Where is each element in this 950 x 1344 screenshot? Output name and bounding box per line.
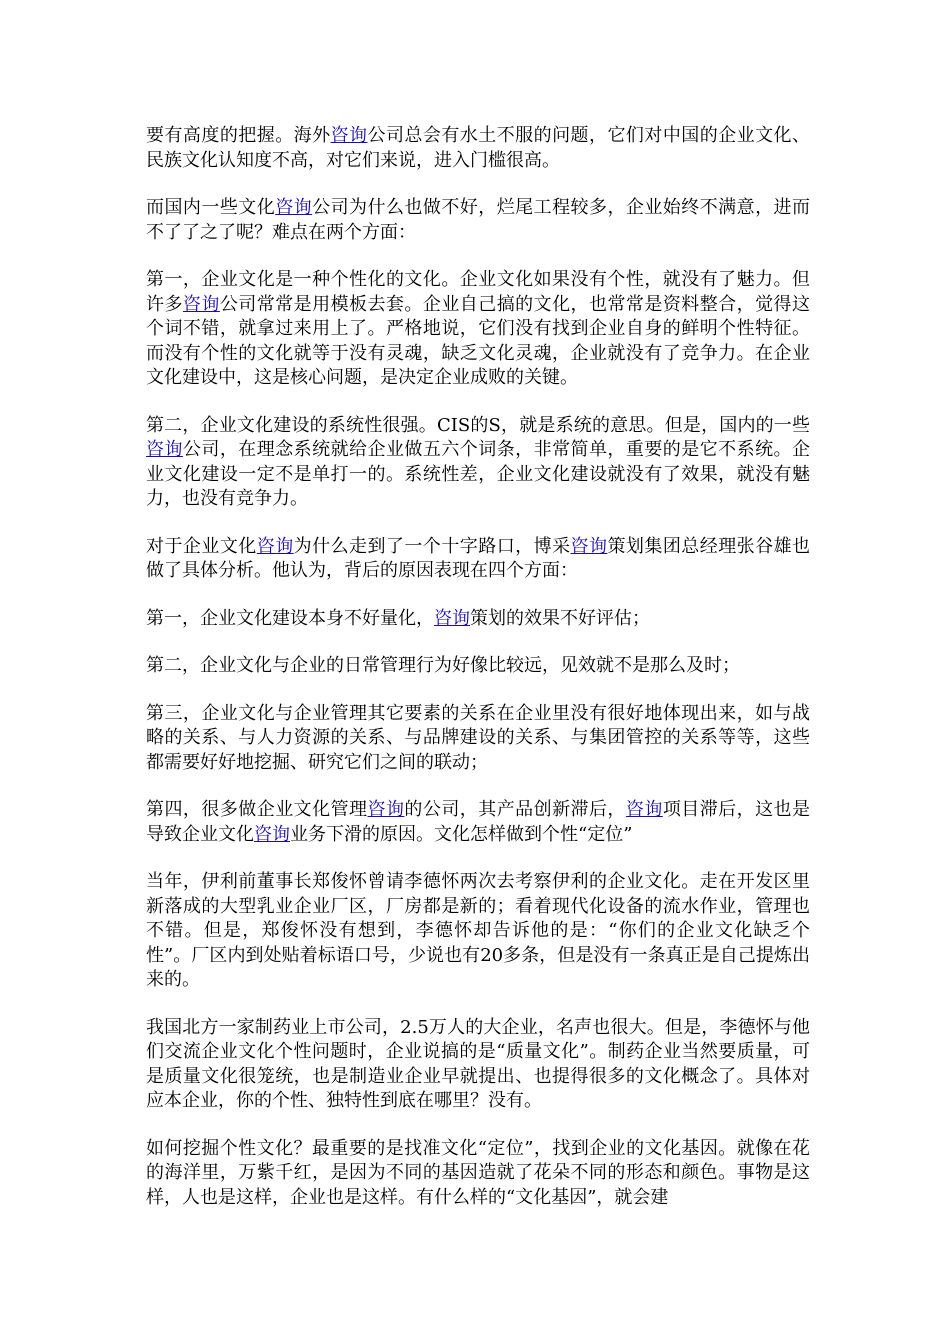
text-run: 公司为什么也做不好，烂尾工程较多，企业始终不满意，进而不了了之了呢？难点在两个方面： — [146, 197, 811, 243]
paragraph — [146, 268, 810, 391]
paragraph — [146, 124, 810, 173]
text-run: 业务下滑的原因。文化怎样做到个性“定位” — [290, 823, 633, 845]
paragraph — [146, 870, 810, 993]
text-run: 第一，企业文化建设本身不好量化， — [146, 607, 434, 629]
text-run: 当年，伊利前董事长郑俊怀曾请李德怀两次去考察伊利的企业文化。走在开发区里新落成的大型乳业企业厂区，厂房都是新的；看着现代化设备的流水作业，管理也不错。但是，郑俊怀没有想到，李德怀却告诉他的是：“你们的企业文化缺乏个性”。厂区内到处贴着标语口号，少说也有20多条，但是没有一条真正是自己提炼出来的。 — [146, 871, 810, 990]
text-run: 第三，企业文化与企业管理其它要素的关系在企业里没有很好地体现出来，如与战略的关系、与人力资源的关系、与品牌建设的关系、与集团管控的关系等等，这些都需要好好地挖掘、研究它们之间的联动； — [146, 702, 810, 773]
text-run: 如何挖掘个性文化？最重要的是找准文化“定位”，找到企业的文化基因。就像在花的海洋里，万紫千红，是因为不同的基因造就了花朵不同的形态和颜色。事物是这样，人也是这样，企业也是这样。有什么样的“文化基因”，就会建 — [146, 1137, 810, 1208]
consulting-link[interactable]: 咨询 — [256, 535, 294, 557]
consulting-link[interactable]: 咨询 — [146, 439, 183, 460]
paragraph — [146, 654, 810, 679]
paragraph — [146, 1137, 810, 1211]
text-run: 公司总会有水土不服的问题，它们对中国的企业文化、民族文化认知度不高，对它们来说，进入门槛很高。 — [146, 125, 811, 171]
consulting-link[interactable]: 咨询 — [254, 823, 290, 845]
text-run: 项目滞后，这也是导致企业文化 — [146, 799, 811, 845]
consulting-link[interactable]: 咨询 — [367, 799, 405, 820]
paragraph — [146, 535, 810, 584]
paragraph — [146, 607, 810, 632]
text-run: 第二，企业文化建设的系统性很强。CIS的S，就是系统的意思。但是，国内的一些 — [146, 414, 810, 436]
text-run: 第二，企业文化与企业的日常管理行为好像比较远，见效就不是那么及时； — [146, 655, 740, 676]
text-run: 对于企业文化 — [146, 535, 257, 557]
consulting-link[interactable]: 咨询 — [570, 535, 608, 557]
paragraph — [146, 1016, 810, 1114]
paragraph — [146, 798, 810, 847]
consulting-link[interactable]: 咨询 — [625, 799, 663, 820]
text-run: 第四，很多做企业文化管理 — [146, 799, 368, 820]
text-run: 公司常常是用模板去套。企业自己搞的文化，也常常是资料整合，觉得这个词不错，就拿过来用上了。严格地说，它们没有找到企业自身的鲜明个性特征。而没有个性的文化就等于没有灵魂，缺乏文化灵魂，企业就没有了竞争力。在企业文化建设中，这是核心问题，是决定企业成败的关键。 — [146, 293, 811, 388]
text-run: 而国内一些文化 — [146, 197, 276, 218]
paragraph — [146, 196, 810, 245]
text-run: 第一，企业文化是一种个性化的文化。企业文化如果没有个性，就没有了魅力。但许多 — [146, 269, 810, 315]
text-run: 策划的效果不好评估； — [470, 607, 650, 629]
consulting-link[interactable]: 咨询 — [330, 125, 368, 146]
text-run: 要有高度的把握。海外 — [146, 125, 331, 146]
paragraph — [146, 414, 810, 512]
text-run: 为什么走到了一个十字路口，博采 — [293, 535, 571, 557]
text-run: 我国北方一家制药业上市公司，2.5万人的大企业，名声也很大。但是，李德怀与他们交流企业文化个性问题时，企业说搞的是“质量文化”。制药企业当然要质量，可是质量文化很笼统，也是制造业企业早就提出、也提得很多的文化概念了。具体对应本企业，你的个性、独特性到底在哪里？没有。 — [146, 1016, 810, 1111]
text-run: 策划集团总经理张谷雄也做了具体分析。他认为，背后的原因表现在四个方面： — [146, 535, 811, 581]
text-run: 公司，在理念系统就给企业做五六个词条，非常简单，重要的是它不系统。企业文化建设一定不是单打一的。系统性差，企业文化建设就没有了效果，就没有魅力，也没有竞争力。 — [146, 439, 811, 509]
paragraph — [146, 702, 810, 776]
document-body — [146, 124, 810, 1233]
consulting-link[interactable]: 咨询 — [182, 293, 220, 315]
consulting-link[interactable]: 咨询 — [434, 607, 470, 629]
text-run: 的公司，其产品创新滞后， — [404, 799, 626, 820]
consulting-link[interactable]: 咨询 — [275, 197, 313, 218]
